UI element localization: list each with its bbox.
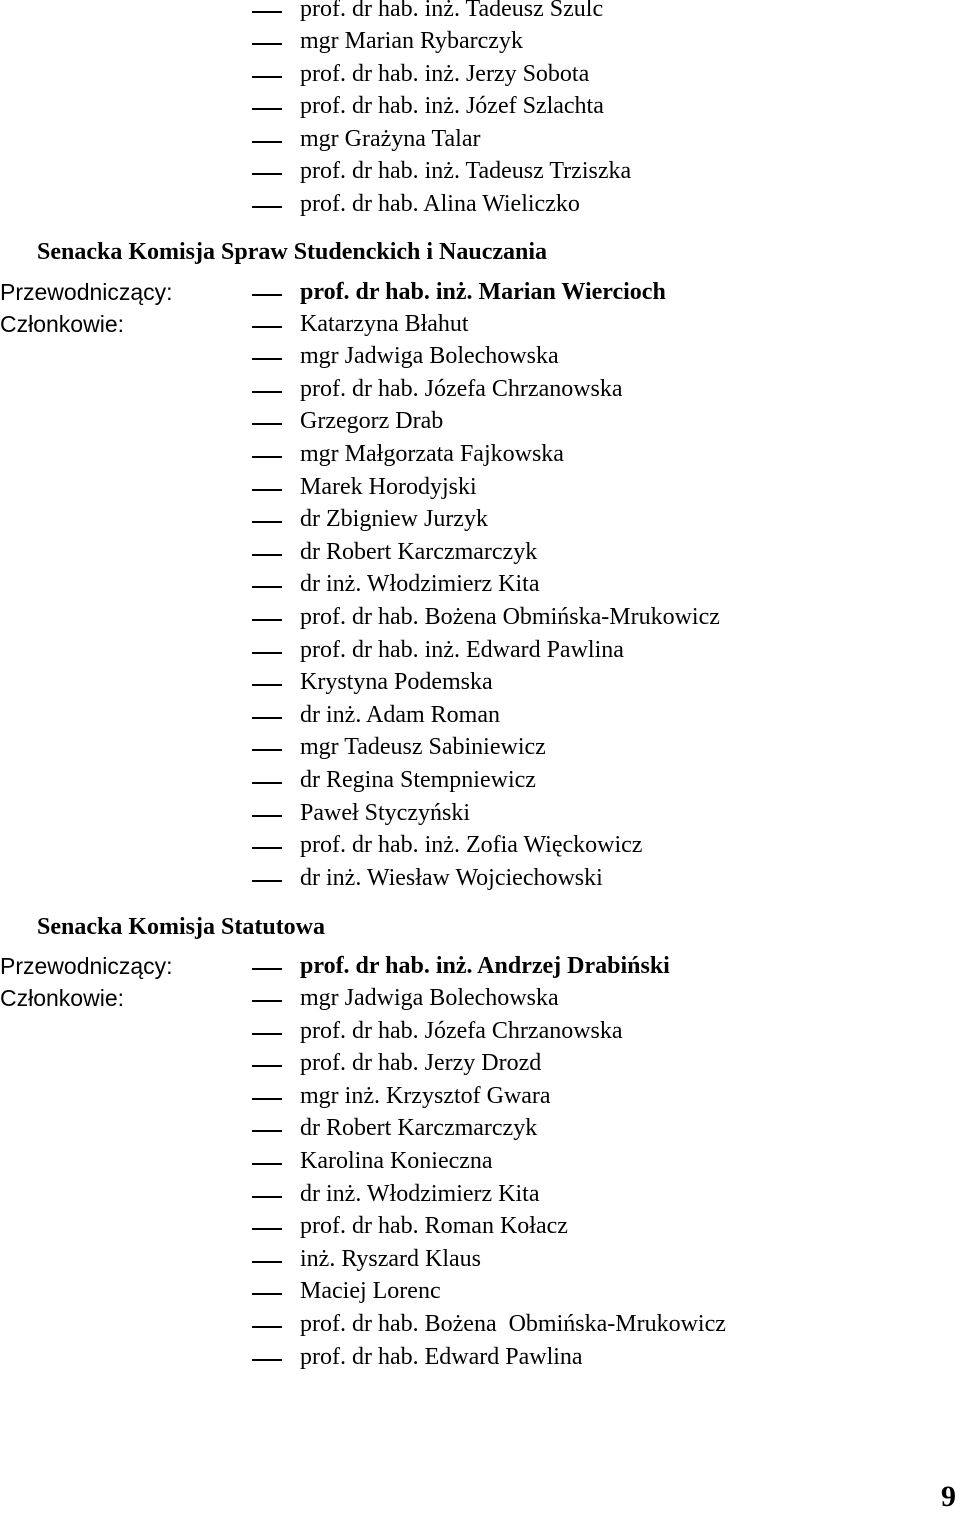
dash-bullet bbox=[252, 815, 282, 817]
member-name: dr Robert Karczmarczyk bbox=[300, 1115, 538, 1141]
dash-bullet bbox=[252, 173, 282, 175]
member-name: dr inż. Włodzimierz Kita bbox=[300, 1181, 540, 1207]
dash-bullet bbox=[252, 1196, 282, 1198]
dash-bullet bbox=[252, 489, 282, 491]
dash-bullet bbox=[252, 391, 282, 393]
dash-bullet bbox=[252, 880, 282, 882]
member-name: Paweł Styczyński bbox=[300, 800, 470, 826]
member-name: prof. dr hab. Alina Wieliczko bbox=[300, 191, 580, 217]
dash-bullet bbox=[252, 423, 282, 425]
member-name: dr Robert Karczmarczyk bbox=[300, 539, 538, 565]
member-name: prof. dr hab. Jerzy Drozd bbox=[300, 1050, 542, 1076]
member-name: prof. dr hab. inż. Tadeusz Szulc bbox=[300, 0, 604, 22]
dash-bullet bbox=[252, 554, 282, 556]
dash-bullet bbox=[252, 76, 282, 78]
member-name: dr Regina Stempniewicz bbox=[300, 767, 536, 793]
member-name: mgr Tadeusz Sabiniewicz bbox=[300, 734, 546, 760]
dash-bullet bbox=[252, 1261, 282, 1263]
member-name: Maciej Lorenc bbox=[300, 1278, 441, 1304]
dash-bullet bbox=[252, 1033, 282, 1035]
member-name: mgr Małgorzata Fajkowska bbox=[300, 441, 564, 467]
member-name: inż. Ryszard Klaus bbox=[300, 1246, 481, 1272]
dash-bullet bbox=[252, 1065, 282, 1067]
member-name: Krystyna Podemska bbox=[300, 669, 493, 695]
page-number: 9 bbox=[941, 1480, 956, 1513]
dash-bullet bbox=[252, 1163, 282, 1165]
member-name: dr Zbigniew Jurzyk bbox=[300, 506, 488, 532]
dash-bullet bbox=[252, 521, 282, 523]
member-name: prof. dr hab. Edward Pawlina bbox=[300, 1344, 583, 1370]
member-name: prof. dr hab. Bożena Obmińska-Mrukowicz bbox=[300, 1311, 726, 1337]
member-name: prof. dr hab. Józefa Chrzanowska bbox=[300, 376, 623, 402]
dash-bullet bbox=[252, 847, 282, 849]
chair-name: prof. dr hab. inż. Andrzej Drabiński bbox=[300, 953, 670, 979]
member-name: Katarzyna Błahut bbox=[300, 311, 469, 337]
dash-bullet bbox=[252, 1228, 282, 1230]
list-item bbox=[0, 441, 960, 488]
dash-bullet bbox=[252, 43, 282, 45]
member-name: mgr Jadwiga Bolechowska bbox=[300, 343, 559, 369]
dash-bullet bbox=[252, 652, 282, 654]
chair-label: Przewodniczący: bbox=[0, 279, 173, 305]
member-name: mgr Grażyna Talar bbox=[300, 126, 481, 152]
dash-bullet bbox=[252, 1098, 282, 1100]
member-name: Karolina Konieczna bbox=[300, 1148, 493, 1174]
dash-bullet bbox=[252, 1293, 282, 1295]
dash-bullet bbox=[252, 968, 282, 970]
dash-bullet bbox=[252, 749, 282, 751]
dash-bullet bbox=[252, 717, 282, 719]
dash-bullet bbox=[252, 326, 282, 328]
member-name: prof. dr hab. inż. Tadeusz Trziszka bbox=[300, 158, 632, 184]
member-name: Marek Horodyjski bbox=[300, 474, 477, 500]
list-item bbox=[0, 376, 960, 423]
members-label: Członkowie: bbox=[0, 985, 124, 1011]
member-name: mgr Jadwiga Bolechowska bbox=[300, 985, 559, 1011]
dash-bullet bbox=[252, 619, 282, 621]
list-item bbox=[0, 1246, 960, 1293]
dash-bullet bbox=[252, 108, 282, 110]
member-name: prof. dr hab. inż. Edward Pawlina bbox=[300, 637, 624, 663]
list-item bbox=[0, 191, 960, 238]
member-name: dr inż. Wiesław Wojciechowski bbox=[300, 865, 603, 891]
member-name: prof. dr hab. inż. Jerzy Sobota bbox=[300, 61, 590, 87]
member-name: prof. dr hab. Bożena Obmińska-Mrukowicz bbox=[300, 604, 720, 630]
dash-bullet bbox=[252, 11, 282, 13]
dash-bullet bbox=[252, 358, 282, 360]
section-heading: Senacka Komisja Statutowa bbox=[37, 914, 326, 940]
chair-name: prof. dr hab. inż. Marian Wiercioch bbox=[300, 279, 666, 305]
member-name: prof. dr hab. Józefa Chrzanowska bbox=[300, 1018, 623, 1044]
dash-bullet bbox=[252, 684, 282, 686]
list-item bbox=[0, 865, 960, 912]
dash-bullet bbox=[252, 456, 282, 458]
dash-bullet bbox=[252, 1000, 282, 1002]
dash-bullet bbox=[252, 294, 282, 296]
chair-label: Przewodniczący: bbox=[0, 953, 173, 979]
member-name: prof. dr hab. inż. Józef Szlachta bbox=[300, 93, 604, 119]
member-name: dr inż. Włodzimierz Kita bbox=[300, 571, 540, 597]
member-name: prof. dr hab. inż. Zofia Więckowicz bbox=[300, 832, 643, 858]
dash-bullet bbox=[252, 206, 282, 208]
member-name: prof. dr hab. Roman Kołacz bbox=[300, 1213, 568, 1239]
members-label: Członkowie: bbox=[0, 311, 124, 337]
dash-bullet bbox=[252, 1130, 282, 1132]
dash-bullet bbox=[252, 1359, 282, 1361]
list-item bbox=[0, 767, 960, 814]
dash-bullet bbox=[252, 141, 282, 143]
dash-bullet bbox=[252, 586, 282, 588]
member-name: dr inż. Adam Roman bbox=[300, 702, 500, 728]
dash-bullet bbox=[252, 1326, 282, 1328]
list-item bbox=[0, 1344, 960, 1391]
member-name: mgr inż. Krzysztof Gwara bbox=[300, 1083, 551, 1109]
section-heading: Senacka Komisja Spraw Studenckich i Nauczania bbox=[37, 239, 548, 265]
dash-bullet bbox=[252, 782, 282, 784]
member-name: mgr Marian Rybarczyk bbox=[300, 28, 523, 54]
chair-row bbox=[0, 279, 960, 326]
member-name: Grzegorz Drab bbox=[300, 408, 444, 434]
